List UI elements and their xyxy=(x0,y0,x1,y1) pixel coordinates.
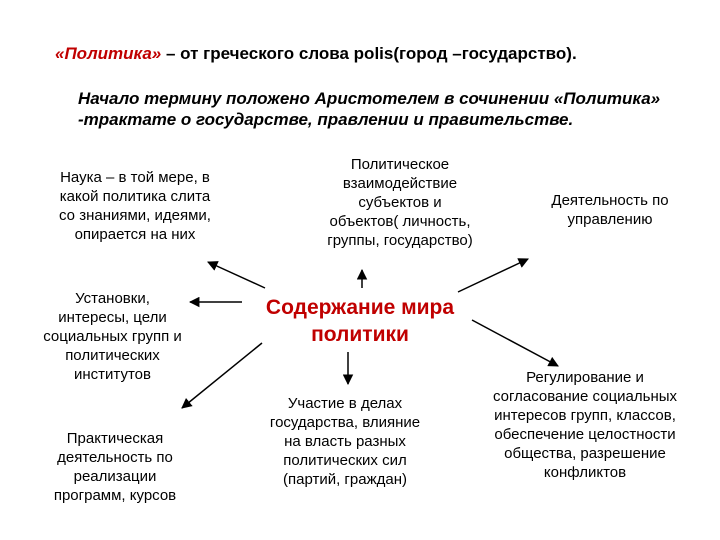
node-attitudes-line: политических xyxy=(65,347,160,364)
node-regulation-line: конфликтов xyxy=(543,464,627,481)
arrow-to-management xyxy=(458,259,528,292)
arrow-to-science xyxy=(208,262,265,288)
node-science-line: Наука – в той мере, в xyxy=(60,169,210,186)
node-participation-line: государства, влияние xyxy=(269,414,421,431)
node-regulation-line: Регулирование и xyxy=(526,369,644,386)
node-interaction-line: объектов( личность, xyxy=(329,213,471,230)
node-science-line: какой политика слита xyxy=(59,188,211,205)
node-practice-line: реализации xyxy=(73,468,157,485)
node-participation-line: политических сил xyxy=(283,452,407,469)
node-practice-line: программ, курсов xyxy=(53,487,177,504)
node-practice-line: деятельность по xyxy=(57,449,173,466)
node-attitudes-line: интересы, цели xyxy=(58,309,167,326)
center-title-line-1: Содержание мира xyxy=(265,296,455,319)
node-participation-line: (партий, граждан) xyxy=(283,471,407,488)
node-regulation-line: интересов групп, классов, xyxy=(494,407,676,424)
node-interaction-line: Политическое xyxy=(350,156,450,173)
node-science-line: со знаниями, идеями, xyxy=(59,207,211,224)
header-term: «Политика» xyxy=(55,44,162,63)
node-regulation-line: обеспечение целостности xyxy=(494,426,676,443)
node-interaction-line: взаимодействие xyxy=(342,175,458,192)
node-attitudes-line: Установки, xyxy=(75,290,150,307)
node-interaction-line: группы, государство) xyxy=(327,232,473,249)
node-attitudes-line: социальных групп и xyxy=(43,328,182,345)
center-title-line-2: политики xyxy=(311,323,409,346)
node-participation-line: Участие в делах xyxy=(287,395,403,412)
node-interaction-line: субъектов и xyxy=(358,194,442,211)
node-management-line: управлению xyxy=(567,211,653,228)
node-participation-line: на власть разных xyxy=(284,433,406,450)
intro-text: Начало термину положено Аристотелем в сочинении «Политика» -трактате о государстве, правлении и правительстве. xyxy=(78,89,661,129)
node-practice-line: Практическая xyxy=(66,430,164,447)
node-attitudes-line: институтов xyxy=(74,366,151,383)
node-regulation-line: общества, разрешение xyxy=(504,445,666,462)
node-management-line: Деятельность по xyxy=(551,192,669,209)
arrow-to-regulation xyxy=(472,320,558,366)
header-rest: – от греческого слова polis(город –государство). xyxy=(161,44,577,63)
arrow-to-practice xyxy=(182,343,262,408)
node-science-line: опирается на них xyxy=(74,226,196,243)
node-regulation-line: согласование социальных xyxy=(492,388,678,405)
